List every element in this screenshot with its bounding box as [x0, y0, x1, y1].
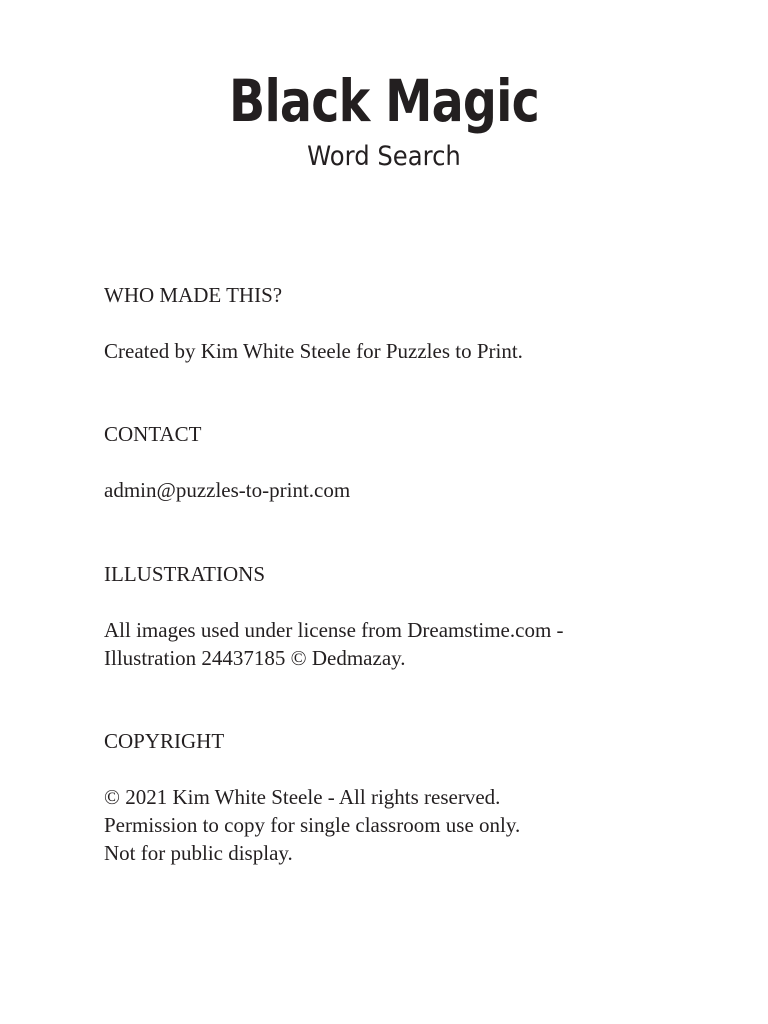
section-body-contact	[104, 476, 704, 504]
body-line: Not for public display.	[104, 841, 293, 865]
body-line: Permission to copy for single classroom use only.	[104, 813, 521, 837]
section-heading-text: WHO MADE THIS?	[104, 283, 283, 307]
page-title: Black Magic	[229, 67, 539, 135]
section-body-who-made-this	[104, 337, 704, 365]
section-heading-text: ILLUSTRATIONS	[104, 562, 265, 586]
section-heading-illustrations	[104, 560, 704, 588]
body-line: © 2021 Kim White Steele - All rights reserved.	[104, 785, 501, 809]
body-line: Created by Kim White Steele for Puzzles to Print.	[104, 339, 523, 363]
body-line: All images used under license from Dreamstime.com -	[104, 618, 564, 642]
section-heading-text: CONTACT	[104, 422, 202, 446]
page-subtitle: Word Search	[307, 141, 461, 172]
section-heading-text: COPYRIGHT	[104, 729, 225, 753]
section-body-illustrations	[104, 616, 704, 672]
contact-email: admin@puzzles-to-print.com	[104, 478, 351, 502]
body-line: Illustration 24437185 © Dedmazay.	[104, 646, 406, 670]
section-heading-copyright	[104, 727, 704, 755]
section-heading-who-made-this	[104, 281, 704, 309]
section-body-copyright	[104, 783, 704, 867]
section-heading-contact	[104, 420, 704, 448]
